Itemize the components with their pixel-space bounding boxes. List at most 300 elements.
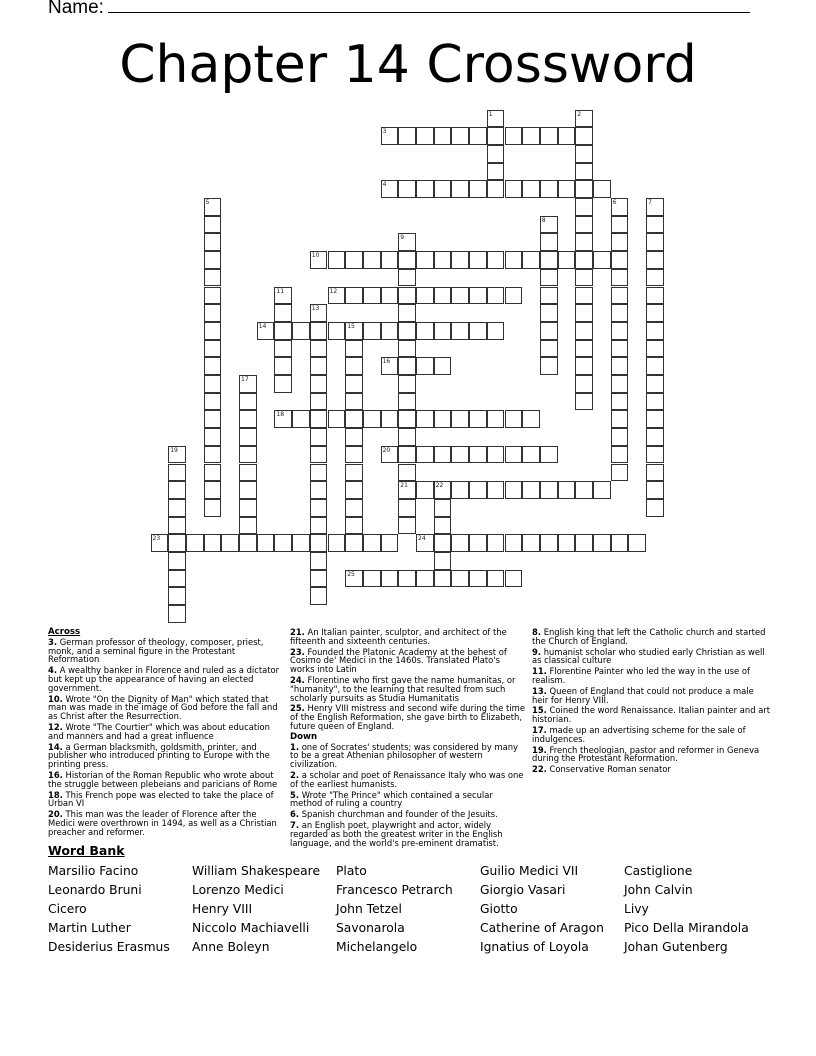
clue-down-1: 1. one of Socrates' students; was considered by many to be a great Athenian philosopher of western civilization. — [290, 741, 518, 770]
grid-cell[interactable] — [204, 216, 222, 234]
grid-cell[interactable] — [381, 570, 399, 588]
grid-cell[interactable] — [398, 428, 416, 446]
grid-cell[interactable] — [434, 410, 452, 428]
grid-cell[interactable] — [310, 357, 328, 375]
grid-cell[interactable] — [204, 428, 222, 446]
grid-cell[interactable] — [522, 180, 540, 198]
grid-cell[interactable] — [593, 180, 611, 198]
grid-cell[interactable] — [398, 464, 416, 482]
word-bank-item: John Calvin — [624, 883, 693, 897]
grid-cell[interactable] — [345, 570, 363, 588]
grid-cell[interactable] — [575, 375, 593, 393]
grid-cell[interactable] — [646, 216, 664, 234]
grid-cell[interactable] — [646, 251, 664, 269]
grid-cell[interactable] — [540, 481, 558, 499]
grid-cell[interactable] — [646, 304, 664, 322]
grid-cell[interactable] — [505, 251, 523, 269]
grid-cell[interactable] — [239, 499, 257, 517]
grid-cell[interactable] — [646, 375, 664, 393]
grid-cell[interactable] — [522, 251, 540, 269]
grid-cell[interactable] — [239, 464, 257, 482]
clue-number: 13 — [311, 305, 320, 313]
grid-cell[interactable] — [451, 570, 469, 588]
grid-cell[interactable] — [505, 410, 523, 428]
grid-cell[interactable] — [239, 375, 257, 393]
clue-number: 18 — [276, 411, 285, 419]
grid-cell[interactable] — [593, 251, 611, 269]
word-bank-item: Cicero — [48, 902, 87, 916]
grid-cell[interactable] — [310, 499, 328, 517]
grid-cell[interactable] — [558, 127, 576, 145]
grid-cell[interactable] — [257, 322, 275, 340]
grid-cell[interactable] — [646, 287, 664, 305]
grid-cell[interactable] — [363, 534, 381, 552]
grid-cell[interactable] — [646, 499, 664, 517]
grid-cell[interactable] — [204, 304, 222, 322]
grid-cell[interactable] — [575, 198, 593, 216]
grid-cell[interactable] — [434, 287, 452, 305]
grid-cell[interactable] — [646, 198, 664, 216]
grid-cell[interactable] — [540, 304, 558, 322]
grid-cell[interactable] — [575, 393, 593, 411]
grid-cell[interactable] — [168, 517, 186, 535]
grid-cell[interactable] — [540, 340, 558, 358]
grid-cell[interactable] — [575, 180, 593, 198]
clue-down-15: 15. Coined the word Renaissance. Italian painter and art historian. — [532, 705, 771, 725]
grid-cell[interactable] — [416, 357, 434, 375]
grid-cell[interactable] — [628, 534, 646, 552]
grid-cell[interactable] — [487, 251, 505, 269]
grid-cell[interactable] — [363, 287, 381, 305]
grid-cell[interactable] — [434, 534, 452, 552]
grid-cell[interactable] — [381, 534, 399, 552]
grid-cell[interactable] — [310, 393, 328, 411]
grid-cell[interactable] — [398, 481, 416, 499]
grid-cell[interactable] — [204, 251, 222, 269]
grid-cell[interactable] — [239, 517, 257, 535]
grid-cell[interactable] — [239, 410, 257, 428]
grid-cell[interactable] — [575, 304, 593, 322]
grid-cell[interactable] — [505, 481, 523, 499]
grid-cell[interactable] — [204, 393, 222, 411]
grid-cell[interactable] — [611, 464, 629, 482]
grid-cell[interactable] — [522, 446, 540, 464]
grid-cell[interactable] — [434, 127, 452, 145]
grid-cell[interactable] — [469, 534, 487, 552]
grid-cell[interactable] — [646, 481, 664, 499]
grid-cell[interactable] — [416, 570, 434, 588]
grid-cell[interactable] — [204, 198, 222, 216]
grid-cell[interactable] — [345, 410, 363, 428]
grid-cell[interactable] — [487, 287, 505, 305]
grid-cell[interactable] — [363, 410, 381, 428]
grid-cell[interactable] — [575, 322, 593, 340]
grid-cell[interactable] — [611, 340, 629, 358]
grid-cell[interactable] — [487, 410, 505, 428]
grid-cell[interactable] — [274, 322, 292, 340]
grid-cell[interactable] — [646, 269, 664, 287]
grid-cell[interactable] — [310, 517, 328, 535]
grid-cell[interactable] — [611, 287, 629, 305]
grid-cell[interactable] — [204, 340, 222, 358]
grid-cell[interactable] — [575, 287, 593, 305]
grid-cell[interactable] — [646, 410, 664, 428]
grid-cell[interactable] — [204, 481, 222, 499]
grid-cell[interactable] — [345, 499, 363, 517]
grid-cell[interactable] — [398, 340, 416, 358]
grid-cell[interactable] — [416, 481, 434, 499]
grid-cell[interactable] — [363, 570, 381, 588]
grid-cell[interactable] — [451, 180, 469, 198]
grid-cell[interactable] — [310, 464, 328, 482]
grid-cell[interactable] — [345, 375, 363, 393]
grid-cell[interactable] — [239, 446, 257, 464]
grid-cell[interactable] — [274, 410, 292, 428]
grid-cell[interactable] — [434, 499, 452, 517]
grid-cell[interactable] — [416, 251, 434, 269]
grid-cell[interactable] — [611, 410, 629, 428]
grid-cell[interactable] — [168, 464, 186, 482]
grid-cell[interactable] — [434, 552, 452, 570]
word-bank-column-2 — [192, 862, 320, 957]
grid-cell[interactable] — [505, 180, 523, 198]
grid-cell[interactable] — [540, 216, 558, 234]
grid-cell[interactable] — [345, 517, 363, 535]
grid-cell[interactable] — [505, 534, 523, 552]
grid-cell[interactable] — [310, 446, 328, 464]
grid-cell[interactable] — [310, 375, 328, 393]
grid-cell[interactable] — [239, 393, 257, 411]
grid-cell[interactable] — [487, 534, 505, 552]
grid-cell[interactable] — [558, 534, 576, 552]
grid-cell[interactable] — [363, 322, 381, 340]
clue-number: 3 — [382, 128, 387, 136]
clue-number: 9 — [400, 234, 405, 242]
grid-cell[interactable] — [487, 127, 505, 145]
grid-cell[interactable] — [434, 180, 452, 198]
grid-cell[interactable] — [593, 481, 611, 499]
grid-cell[interactable] — [239, 481, 257, 499]
grid-cell[interactable] — [611, 304, 629, 322]
grid-cell[interactable] — [540, 357, 558, 375]
grid-cell[interactable] — [310, 552, 328, 570]
grid-cell[interactable] — [204, 446, 222, 464]
grid-cell[interactable] — [416, 127, 434, 145]
grid-cell[interactable] — [416, 180, 434, 198]
grid-cell[interactable] — [611, 251, 629, 269]
grid-cell[interactable] — [345, 481, 363, 499]
grid-cell[interactable] — [469, 570, 487, 588]
grid-cell[interactable] — [469, 127, 487, 145]
grid-cell[interactable] — [204, 375, 222, 393]
grid-cell[interactable] — [469, 410, 487, 428]
grid-cell[interactable] — [345, 322, 363, 340]
grid-cell[interactable] — [451, 481, 469, 499]
grid-cell[interactable] — [398, 410, 416, 428]
grid-cell[interactable] — [469, 180, 487, 198]
grid-cell[interactable] — [398, 517, 416, 535]
grid-cell[interactable] — [398, 570, 416, 588]
grid-cell[interactable] — [575, 534, 593, 552]
grid-cell[interactable] — [540, 287, 558, 305]
grid-cell[interactable] — [469, 481, 487, 499]
grid-cell[interactable] — [381, 322, 399, 340]
grid-cell[interactable] — [575, 340, 593, 358]
grid-cell[interactable] — [558, 180, 576, 198]
grid-cell[interactable] — [487, 110, 505, 128]
grid-cell[interactable] — [204, 269, 222, 287]
grid-cell[interactable] — [328, 322, 346, 340]
grid-cell[interactable] — [416, 287, 434, 305]
grid-cell[interactable] — [540, 233, 558, 251]
grid-cell[interactable] — [611, 322, 629, 340]
grid-cell[interactable] — [451, 287, 469, 305]
grid-cell[interactable] — [328, 251, 346, 269]
grid-cell[interactable] — [221, 534, 239, 552]
grid-cell[interactable] — [398, 393, 416, 411]
grid-cell[interactable] — [575, 251, 593, 269]
grid-cell[interactable] — [540, 127, 558, 145]
grid-cell[interactable] — [310, 428, 328, 446]
grid-cell[interactable] — [611, 216, 629, 234]
grid-cell[interactable] — [381, 357, 399, 375]
grid-cell[interactable] — [274, 304, 292, 322]
grid-cell[interactable] — [611, 198, 629, 216]
grid-cell[interactable] — [398, 322, 416, 340]
grid-cell[interactable] — [487, 180, 505, 198]
grid-cell[interactable] — [416, 534, 434, 552]
grid-cell[interactable] — [540, 446, 558, 464]
grid-cell[interactable] — [469, 446, 487, 464]
grid-cell[interactable] — [381, 180, 399, 198]
grid-cell[interactable] — [451, 251, 469, 269]
grid-cell[interactable] — [168, 587, 186, 605]
grid-cell[interactable] — [646, 428, 664, 446]
grid-cell[interactable] — [434, 322, 452, 340]
grid-cell[interactable] — [292, 534, 310, 552]
grid-cell[interactable] — [522, 534, 540, 552]
grid-cell[interactable] — [434, 446, 452, 464]
grid-cell[interactable] — [345, 251, 363, 269]
clue-number: 24 — [418, 535, 426, 543]
grid-cell[interactable] — [646, 233, 664, 251]
grid-cell[interactable] — [310, 340, 328, 358]
grid-cell[interactable] — [204, 534, 222, 552]
grid-cell[interactable] — [540, 180, 558, 198]
grid-cell[interactable] — [487, 481, 505, 499]
grid-cell[interactable] — [611, 375, 629, 393]
grid-cell[interactable] — [168, 481, 186, 499]
grid-cell[interactable] — [646, 357, 664, 375]
grid-cell[interactable] — [469, 287, 487, 305]
grid-cell[interactable] — [451, 322, 469, 340]
grid-cell[interactable] — [611, 446, 629, 464]
grid-cell[interactable] — [505, 570, 523, 588]
grid-cell[interactable] — [505, 446, 523, 464]
grid-cell[interactable] — [646, 322, 664, 340]
clue-across-18: 18. This French pope was elected to take the place of Urban VI — [48, 789, 274, 809]
grid-cell[interactable] — [522, 410, 540, 428]
grid-cell[interactable] — [363, 251, 381, 269]
grid-cell[interactable] — [451, 446, 469, 464]
grid-cell[interactable] — [204, 464, 222, 482]
grid-cell[interactable] — [345, 446, 363, 464]
grid-cell[interactable] — [558, 251, 576, 269]
grid-cell[interactable] — [239, 428, 257, 446]
grid-cell[interactable] — [168, 552, 186, 570]
grid-cell[interactable] — [345, 534, 363, 552]
grid-cell[interactable] — [487, 322, 505, 340]
grid-cell[interactable] — [398, 251, 416, 269]
grid-cell[interactable] — [522, 481, 540, 499]
grid-cell[interactable] — [257, 534, 275, 552]
grid-cell[interactable] — [345, 357, 363, 375]
grid-cell[interactable] — [540, 251, 558, 269]
grid-cell[interactable] — [575, 110, 593, 128]
grid-cell[interactable] — [522, 127, 540, 145]
grid-cell[interactable] — [593, 534, 611, 552]
grid-cell[interactable] — [204, 410, 222, 428]
grid-cell[interactable] — [310, 587, 328, 605]
grid-cell[interactable] — [328, 410, 346, 428]
grid-cell[interactable] — [310, 570, 328, 588]
grid-cell[interactable] — [310, 251, 328, 269]
grid-cell[interactable] — [381, 410, 399, 428]
grid-cell[interactable] — [381, 287, 399, 305]
grid-cell[interactable] — [345, 428, 363, 446]
grid-cell[interactable] — [646, 340, 664, 358]
grid-cell[interactable] — [575, 145, 593, 163]
grid-cell[interactable] — [204, 287, 222, 305]
word-bank-item: William Shakespeare — [192, 864, 321, 878]
clue-down-13: 13. Queen of England that could not produce a male heir for Henry VIII. — [532, 685, 754, 705]
grid-cell[interactable] — [575, 357, 593, 375]
grid-cell[interactable] — [204, 322, 222, 340]
grid-cell[interactable] — [274, 534, 292, 552]
grid-cell[interactable] — [575, 216, 593, 234]
clue-number: 23 — [152, 535, 161, 543]
grid-cell[interactable] — [540, 269, 558, 287]
grid-cell[interactable] — [274, 375, 292, 393]
grid-cell[interactable] — [274, 287, 292, 305]
grid-cell[interactable] — [611, 393, 629, 411]
grid-cell[interactable] — [310, 481, 328, 499]
grid-cell[interactable] — [381, 127, 399, 145]
grid-cell[interactable] — [151, 534, 169, 552]
grid-cell[interactable] — [398, 357, 416, 375]
grid-cell[interactable] — [487, 145, 505, 163]
grid-cell[interactable] — [398, 499, 416, 517]
grid-cell[interactable] — [611, 357, 629, 375]
grid-cell[interactable] — [310, 304, 328, 322]
grid-cell[interactable] — [398, 304, 416, 322]
grid-cell[interactable] — [381, 446, 399, 464]
grid-cell[interactable] — [328, 287, 346, 305]
grid-cell[interactable] — [451, 534, 469, 552]
grid-cell[interactable] — [328, 534, 346, 552]
grid-cell[interactable] — [274, 340, 292, 358]
grid-cell[interactable] — [487, 163, 505, 181]
grid-cell[interactable] — [505, 127, 523, 145]
grid-cell[interactable] — [646, 446, 664, 464]
grid-cell[interactable] — [434, 357, 452, 375]
grid-cell[interactable] — [345, 393, 363, 411]
grid-cell[interactable] — [292, 322, 310, 340]
grid-cell[interactable] — [611, 428, 629, 446]
grid-cell[interactable] — [274, 357, 292, 375]
grid-cell[interactable] — [398, 233, 416, 251]
grid-cell[interactable] — [381, 251, 399, 269]
grid-cell[interactable] — [434, 570, 452, 588]
grid-cell[interactable] — [310, 534, 328, 552]
grid-cell[interactable] — [416, 446, 434, 464]
grid-cell[interactable] — [239, 534, 257, 552]
word-bank-item: Castiglione — [624, 864, 693, 878]
name-label: Name: — [48, 0, 104, 18]
grid-cell[interactable] — [451, 410, 469, 428]
grid-cell[interactable] — [487, 570, 505, 588]
grid-cell[interactable] — [611, 233, 629, 251]
grid-cell[interactable] — [398, 446, 416, 464]
grid-cell[interactable] — [575, 233, 593, 251]
grid-cell[interactable] — [646, 393, 664, 411]
grid-cell[interactable] — [398, 375, 416, 393]
grid-cell[interactable] — [487, 446, 505, 464]
grid-cell[interactable] — [398, 269, 416, 287]
grid-cell[interactable] — [451, 127, 469, 145]
grid-cell[interactable] — [611, 534, 629, 552]
grid-cell[interactable] — [168, 605, 186, 623]
grid-cell[interactable] — [416, 410, 434, 428]
grid-cell[interactable] — [345, 287, 363, 305]
grid-cell[interactable] — [168, 570, 186, 588]
grid-cell[interactable] — [398, 287, 416, 305]
grid-cell[interactable] — [168, 446, 186, 464]
grid-cell[interactable] — [204, 357, 222, 375]
grid-cell[interactable] — [434, 481, 452, 499]
word-bank-item: Niccolo Machiavelli — [192, 921, 310, 935]
grid-cell[interactable] — [186, 534, 204, 552]
grid-cell[interactable] — [204, 233, 222, 251]
grid-cell[interactable] — [310, 410, 328, 428]
grid-cell[interactable] — [292, 410, 310, 428]
grid-cell[interactable] — [540, 534, 558, 552]
grid-cell[interactable] — [416, 322, 434, 340]
grid-cell[interactable] — [168, 534, 186, 552]
grid-cell[interactable] — [345, 464, 363, 482]
grid-cell[interactable] — [575, 269, 593, 287]
grid-cell[interactable] — [434, 251, 452, 269]
grid-cell[interactable] — [646, 464, 664, 482]
clue-number: 15 — [347, 322, 355, 330]
grid-cell[interactable] — [345, 340, 363, 358]
grid-cell[interactable] — [540, 322, 558, 340]
grid-cell[interactable] — [575, 163, 593, 181]
grid-cell[interactable] — [611, 269, 629, 287]
grid-cell[interactable] — [398, 180, 416, 198]
grid-cell[interactable] — [168, 499, 186, 517]
grid-cell[interactable] — [505, 287, 523, 305]
grid-cell[interactable] — [434, 517, 452, 535]
grid-cell[interactable] — [558, 481, 576, 499]
grid-cell[interactable] — [204, 499, 222, 517]
grid-cell[interactable] — [575, 127, 593, 145]
grid-cell[interactable] — [398, 127, 416, 145]
grid-cell[interactable] — [469, 322, 487, 340]
grid-cell[interactable] — [469, 251, 487, 269]
grid-cell[interactable] — [310, 322, 328, 340]
grid-cell[interactable] — [575, 481, 593, 499]
